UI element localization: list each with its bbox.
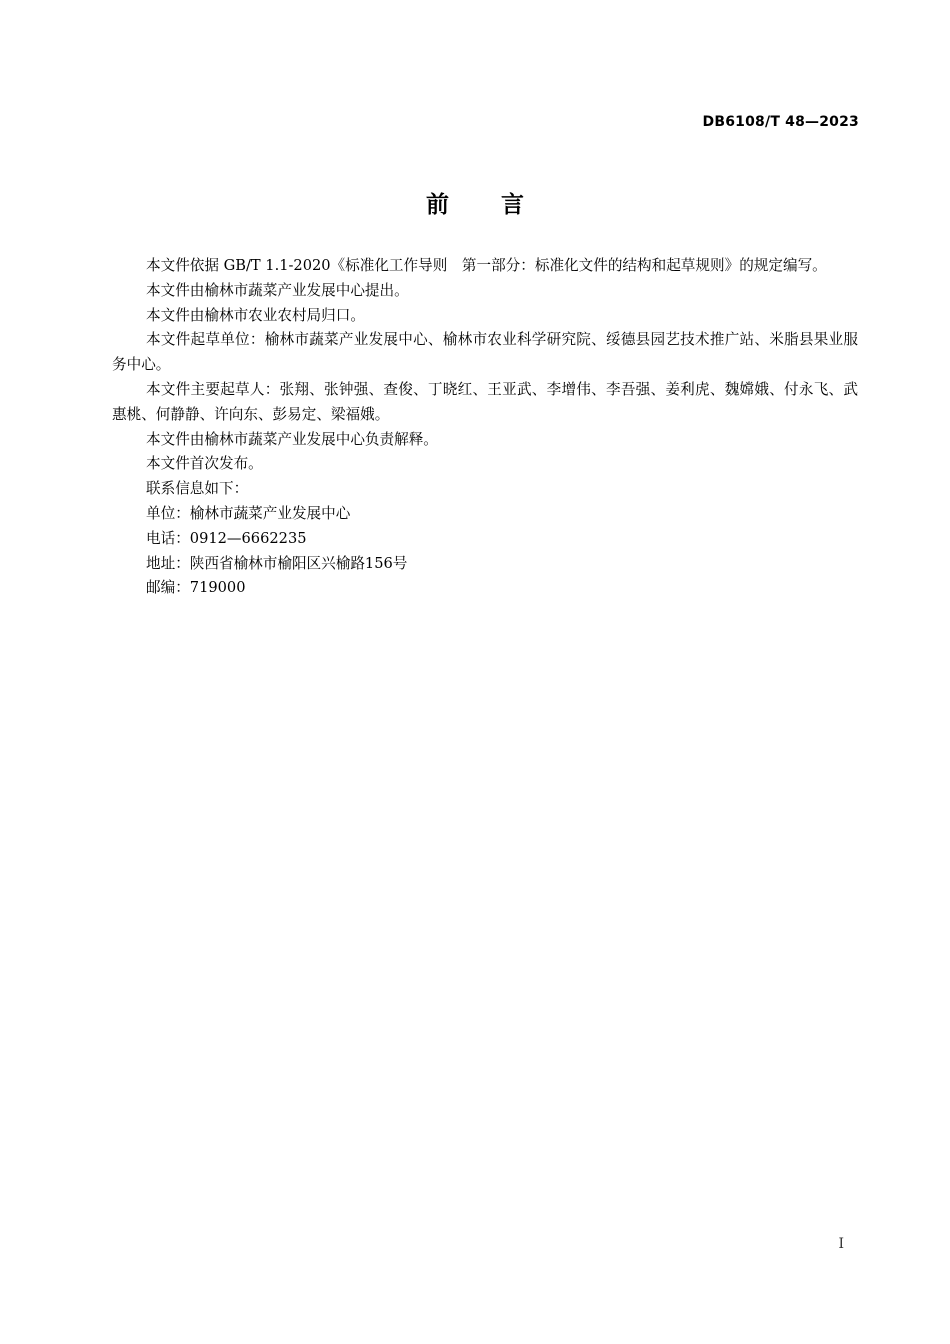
paragraph-first-release: 本文件首次发布。 (146, 455, 263, 473)
page-number: I (838, 1236, 844, 1252)
contact-postcode: 邮编：719000 (146, 579, 246, 597)
paragraph-contact-heading: 联系信息如下： (146, 480, 249, 498)
paragraph-proposer: 本文件由榆林市蔬菜产业发展中心提出。 (146, 281, 409, 299)
paragraph-interpretation: 本文件由榆林市蔬菜产业发展中心负责解释。 (146, 430, 438, 448)
document-code: DB6108/T 48—2023 (702, 114, 859, 130)
paragraph-administrator: 本文件由榆林市农业农村局归口。 (146, 306, 365, 324)
paragraph-drafting-units: 本文件起草单位：榆林市蔬菜产业发展中心、榆林市农业科学研究院、绥德县园艺技术推广站、米脂县果业服务中心。 (112, 331, 858, 374)
paragraph-drafters: 本文件主要起草人：张翔、张钟强、查俊、丁晓红、王亚武、李增伟、李吾强、姜利虎、魏嫦娥、付永飞、武惠桃、何静静、许向东、彭易定、梁福娥。 (112, 380, 858, 423)
contact-phone: 电话：0912—6662235 (146, 529, 307, 547)
page-title: 前言 (426, 192, 576, 218)
contact-address: 地址：陕西省榆林市榆阳区兴榆路156号 (146, 554, 408, 572)
foreword-body (112, 254, 858, 601)
paragraph-basis: 本文件依据 GB/T 1.1-2020《标准化工作导则 第一部分：标准化文件的结构和起草规则》的规定编写。 (146, 257, 827, 274)
contact-unit: 单位：榆林市蔬菜产业发展中心 (146, 504, 351, 522)
